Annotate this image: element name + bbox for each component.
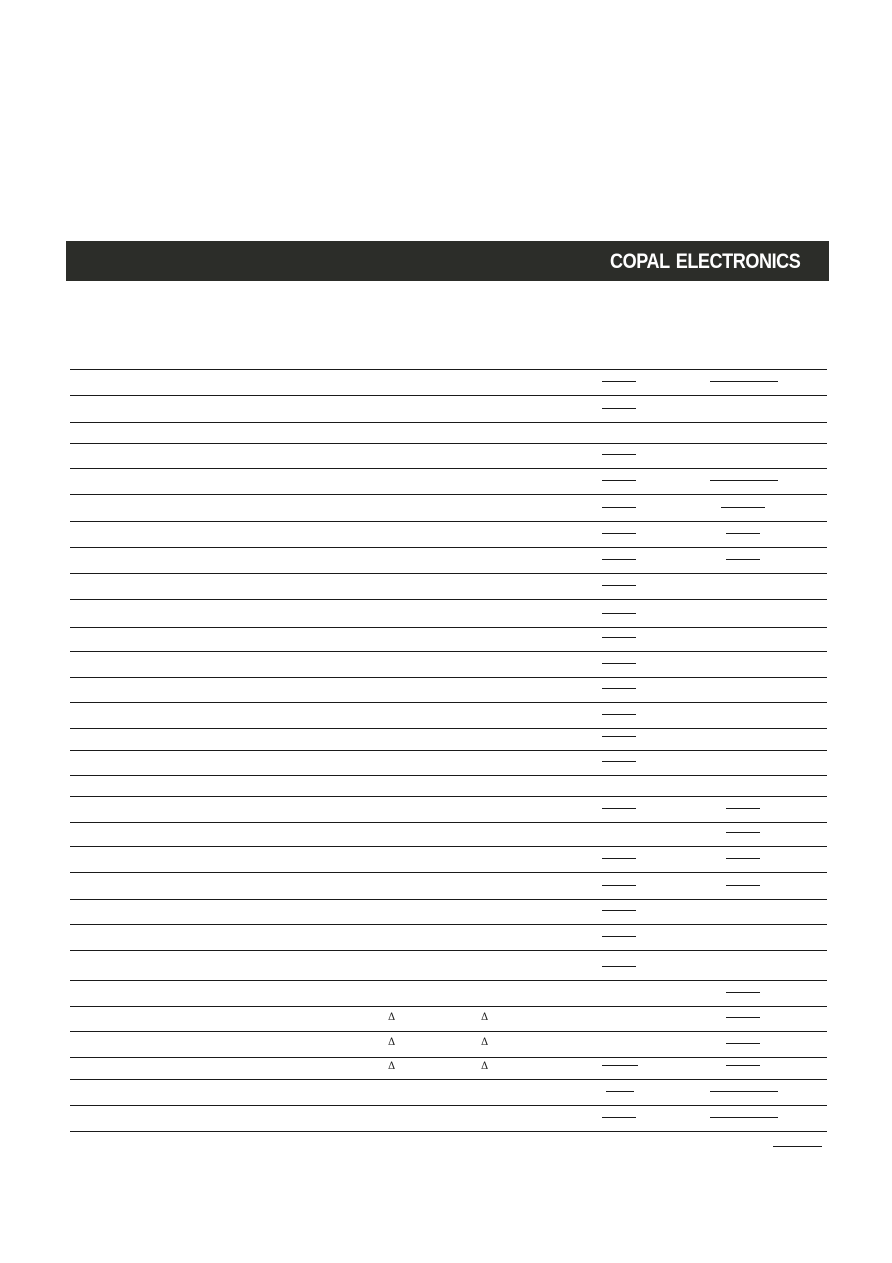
value-placeholder-dash — [602, 910, 636, 911]
row-divider — [70, 677, 827, 678]
row-divider — [70, 702, 827, 703]
limit-placeholder-dash — [710, 1117, 778, 1118]
row-divider — [70, 1057, 827, 1058]
row-divider — [70, 494, 827, 495]
value-placeholder-dash — [602, 966, 636, 967]
limit-placeholder-dash — [710, 1091, 778, 1092]
delta-symbol: Δ — [388, 1061, 396, 1072]
delta-symbol: Δ — [481, 1011, 489, 1023]
row-divider — [70, 775, 827, 776]
value-placeholder-dash — [602, 885, 636, 886]
value-placeholder-dash — [602, 585, 636, 586]
value-placeholder-dash — [602, 761, 636, 762]
delta-symbol: Δ — [388, 1011, 396, 1023]
value-placeholder-dash — [602, 454, 636, 455]
limit-placeholder-dash — [726, 1043, 760, 1044]
value-placeholder-dash — [602, 533, 636, 534]
value-placeholder-dash — [602, 613, 636, 614]
value-placeholder-dash — [602, 507, 636, 508]
limit-placeholder-dash — [726, 559, 760, 560]
row-divider — [70, 728, 827, 729]
value-placeholder-dash — [602, 663, 636, 664]
row-divider — [70, 573, 827, 574]
value-placeholder-dash — [602, 1065, 638, 1066]
limit-placeholder-dash — [726, 808, 760, 809]
row-divider — [70, 443, 827, 444]
row-divider — [70, 796, 827, 797]
value-placeholder-dash — [602, 480, 636, 481]
row-divider — [70, 521, 827, 522]
row-divider — [70, 627, 827, 628]
limit-placeholder-dash — [710, 480, 778, 481]
row-divider — [70, 1031, 827, 1032]
row-divider — [70, 651, 827, 652]
row-divider — [70, 872, 827, 873]
value-placeholder-dash — [602, 559, 636, 560]
row-divider — [70, 924, 827, 925]
row-divider — [70, 1131, 827, 1132]
limit-placeholder-dash — [710, 381, 778, 382]
row-divider — [70, 547, 827, 548]
row-divider — [70, 822, 827, 823]
row-divider — [70, 1105, 827, 1106]
row-divider — [70, 980, 827, 981]
limit-placeholder-dash — [726, 1065, 760, 1066]
value-placeholder-dash — [602, 637, 636, 638]
limit-placeholder-dash — [726, 533, 760, 534]
brand-banner — [66, 241, 829, 281]
limit-placeholder-dash — [721, 507, 765, 508]
value-placeholder-dash — [602, 1117, 636, 1118]
limit-placeholder-dash — [726, 885, 760, 886]
limit-placeholder-dash — [726, 832, 760, 833]
row-divider — [70, 468, 827, 469]
value-placeholder-dash — [602, 714, 636, 715]
row-divider — [70, 599, 827, 600]
value-placeholder-dash — [606, 1091, 634, 1092]
value-placeholder-dash — [602, 381, 636, 382]
row-divider — [70, 950, 827, 951]
value-placeholder-dash — [602, 688, 636, 689]
row-divider — [70, 369, 827, 370]
delta-symbol: Δ — [481, 1037, 489, 1048]
value-placeholder-dash — [602, 408, 636, 409]
delta-symbol: Δ — [481, 1061, 489, 1072]
row-divider — [70, 422, 827, 423]
row-divider — [70, 1006, 827, 1007]
value-placeholder-dash — [602, 936, 636, 937]
brand-logo-text: COPAL ELECTRONICS — [609, 250, 800, 273]
limit-placeholder-dash — [726, 858, 760, 859]
value-placeholder-dash — [602, 808, 636, 809]
value-placeholder-dash — [602, 858, 636, 859]
row-divider — [70, 750, 827, 751]
value-placeholder-dash — [602, 736, 636, 737]
delta-symbol: Δ — [388, 1037, 396, 1048]
limit-placeholder-dash — [726, 1017, 760, 1018]
row-divider — [70, 899, 827, 900]
footer-rule — [773, 1146, 822, 1147]
row-divider — [70, 395, 827, 396]
row-divider — [70, 1079, 827, 1080]
limit-placeholder-dash — [726, 992, 760, 993]
row-divider — [70, 846, 827, 847]
